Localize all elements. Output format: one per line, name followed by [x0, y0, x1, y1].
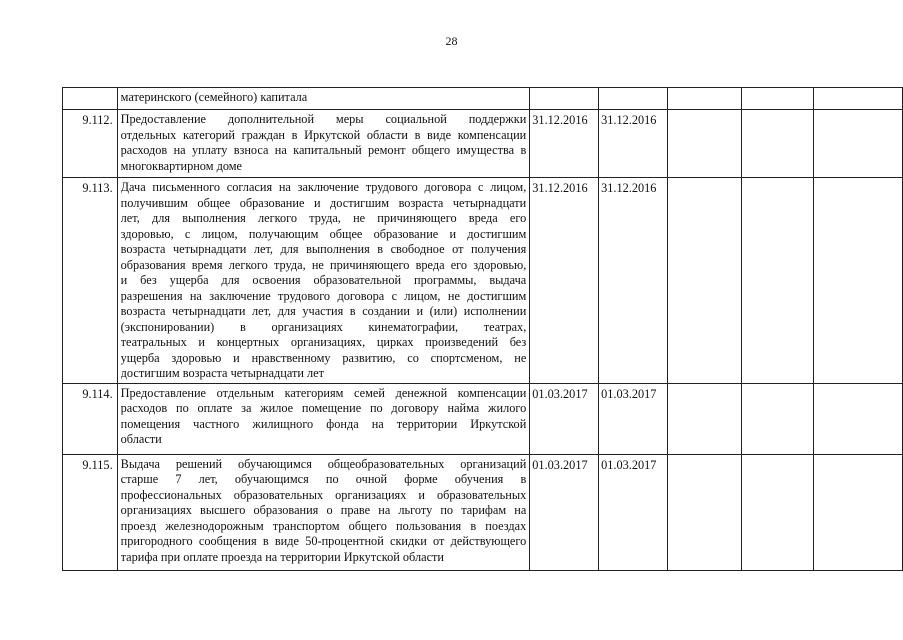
description-line: возраста четырнадцати лет, для участия в создании и (или) исполнении	[120, 304, 527, 318]
description-line: расходов на уплату взноса на капитальный ремонт общего имущества в	[120, 143, 527, 157]
description-line: материнского (семейного) капитала	[120, 90, 308, 104]
empty-cell	[667, 454, 741, 570]
description-line: достигшим возраста четырнадцати лет	[120, 366, 325, 380]
description-line: ущерба здоровью и нравственному развитию, со спортсменом, не	[120, 350, 527, 365]
description-line: тарифа при оплате проезда на территории Иркутской области	[120, 549, 445, 564]
description-line: и без ущерба для освоения образовательной программы, выдача	[120, 273, 527, 287]
row-description-cell	[117, 383, 530, 454]
empty-cell	[741, 454, 814, 570]
description-line: профессиональных образовательных организациях и образовательных	[120, 487, 527, 502]
page-number: 28	[445, 34, 458, 48]
row-description-cell	[117, 110, 530, 178]
description-line: (экспонировании) в организациях кинематографии, театрах,	[120, 319, 527, 334]
description-line: получившим общее образование и достигшим возраста четырнадцати	[120, 195, 527, 210]
empty-cell	[814, 178, 903, 384]
empty-cell	[814, 88, 903, 110]
description-line: помещения частного жилищного фонда на территории Иркутской	[120, 416, 527, 431]
description-line: старше 7 лет, обучающимся по очной форме обучения в	[120, 472, 527, 486]
empty-cell	[814, 383, 903, 454]
empty-cell	[741, 383, 814, 454]
description-line: Предоставление отдельным категориям семей денежной компенсации	[120, 385, 527, 400]
description-line: организациях высшего образования о праве на льготу по тарифам на	[120, 503, 527, 517]
table-row	[63, 88, 903, 110]
description-line: расходов по оплате за жилое помещение по договору найма жилого	[120, 401, 527, 415]
description-line: области	[120, 432, 162, 446]
empty-cell	[667, 383, 741, 454]
table-row	[63, 178, 903, 384]
description-line: театральных и концертных организациях, цирках произведений без	[120, 335, 527, 349]
row-date-start-cell: 31.12.2016	[530, 178, 599, 384]
row-date-end-cell: 31.12.2016	[599, 110, 668, 178]
row-number-cell	[63, 88, 118, 110]
description-line: Предоставление дополнительной меры социальной поддержки	[120, 112, 527, 126]
row-description-cell	[117, 178, 530, 384]
description-line: пригородного сообщения в виде 50-процентной скидки от действующего	[120, 534, 527, 548]
description-line: образования время легкого труда, не причиняющего вреда его здоровью,	[120, 257, 527, 272]
empty-cell	[741, 88, 814, 110]
empty-cell	[814, 110, 903, 178]
row-date-start-cell	[530, 88, 599, 110]
services-table	[62, 87, 903, 571]
table-row	[63, 454, 903, 570]
table-row	[63, 110, 903, 178]
description-line: Дача письменного согласия на заключение трудового договора с лицом,	[120, 180, 527, 194]
description-line: отдельных категорий граждан в Иркутской области в виде компенсации	[120, 127, 527, 142]
row-date-end-cell: 01.03.2017	[599, 454, 668, 570]
empty-cell	[741, 110, 814, 178]
empty-cell	[814, 454, 903, 570]
description-line: проезд железнодорожным транспортом общего пользования в поездах	[120, 518, 527, 533]
row-number-cell: 9.113.	[63, 178, 118, 384]
table-row	[63, 383, 903, 454]
row-description-cell	[117, 454, 530, 570]
row-number-cell: 9.115.	[63, 454, 118, 570]
description-line: разрешения на заключение трудового договора с лицом, не достигшим	[120, 288, 527, 303]
row-date-end-cell: 31.12.2016	[599, 178, 668, 384]
description-line: многоквартирном доме	[120, 158, 242, 173]
row-description-cell	[117, 88, 530, 110]
row-date-start-cell: 01.03.2017	[530, 383, 599, 454]
row-date-start-cell: 31.12.2016	[530, 110, 599, 178]
table-body	[63, 88, 903, 571]
empty-cell	[667, 88, 741, 110]
row-number-cell: 9.114.	[63, 383, 118, 454]
description-line: здоровью, с лицом, получающим общее образование и достигшим	[120, 226, 527, 241]
description-line: лет, для выполнения легкого труда, не причиняющего вреда его	[120, 211, 527, 225]
row-date-start-cell: 01.03.2017	[530, 454, 599, 570]
description-line: Выдача решений обучающимся общеобразовательных организаций	[120, 456, 527, 471]
empty-cell	[741, 178, 814, 384]
empty-cell	[667, 178, 741, 384]
row-date-end-cell: 01.03.2017	[599, 383, 668, 454]
row-number-cell: 9.112.	[63, 110, 118, 178]
description-line: возраста четырнадцати лет, для выполнения в свободное от получения	[120, 242, 527, 256]
empty-cell	[667, 110, 741, 178]
row-date-end-cell	[599, 88, 668, 110]
